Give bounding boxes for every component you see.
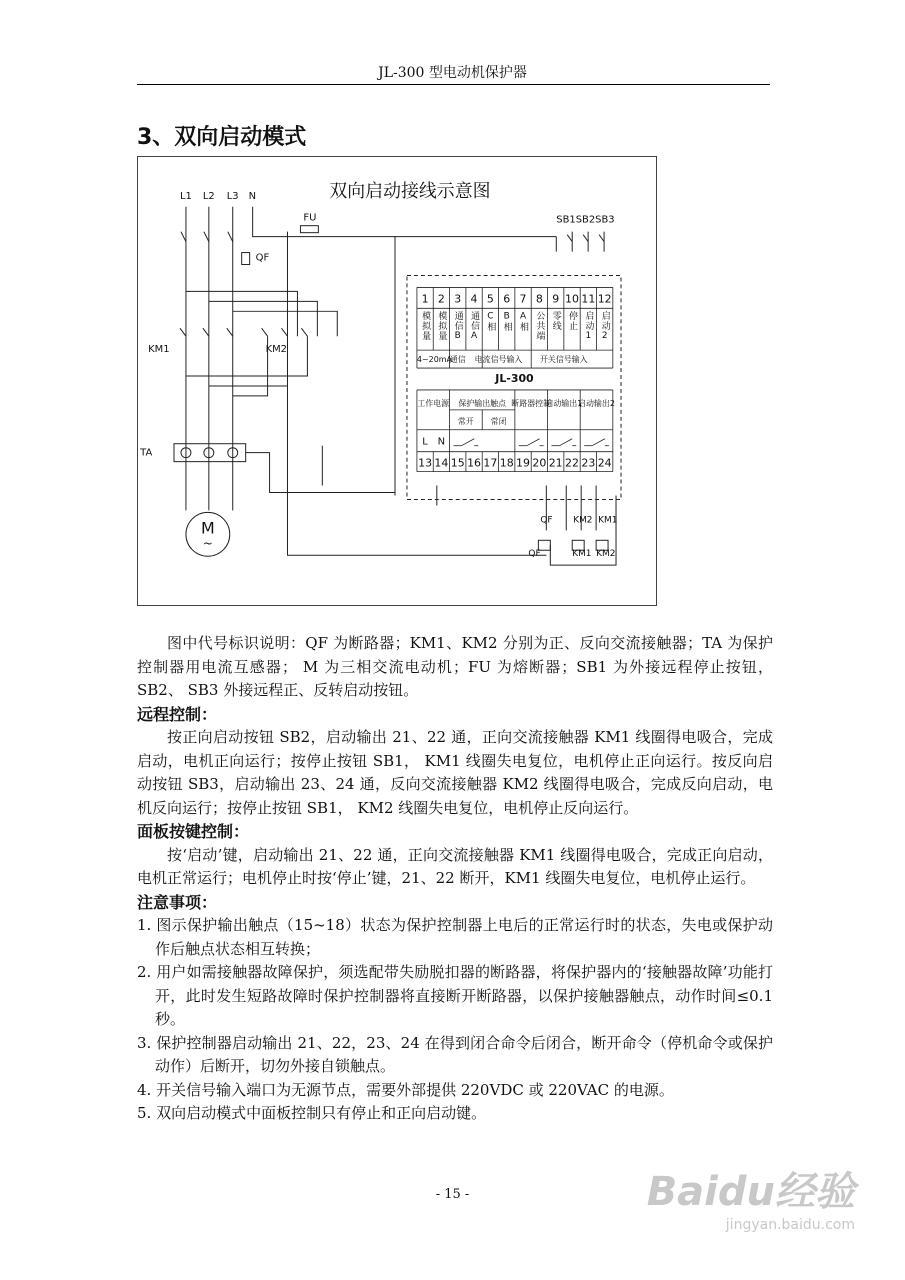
qf-label: QF <box>255 252 270 264</box>
running-header: JL-300 型电动机保护器 <box>378 65 527 81</box>
terminal-label: B相 <box>501 311 512 333</box>
terminal-label: 公共端 <box>534 311 545 342</box>
terminal-number: 23 <box>581 456 596 470</box>
sb-label: SB1SB2SB3 <box>556 214 615 226</box>
output-sub-label: 常闭 <box>490 416 507 426</box>
terminal-number: 7 <box>519 292 527 306</box>
terminal-group-label: 4~20mA <box>416 355 452 365</box>
terminal-number: 5 <box>486 292 494 306</box>
header-rule <box>137 84 770 85</box>
terminal-group-label: 通信 <box>449 355 466 365</box>
terminal-label: 通信A <box>469 311 480 343</box>
terminal-label: 通信B <box>452 311 463 343</box>
note-item: 3. 保护控制器启动输出 21、22，23、24 在得到闭合命令后闭合，断开命令（停机命令或保护动作）后断开，切勿外接自锁触点。 <box>137 1033 773 1075</box>
phase-label: L2 <box>202 190 215 202</box>
power-l-label: L <box>422 436 428 448</box>
terminal-number: 13 <box>418 456 433 470</box>
terminal-number: 19 <box>516 456 530 470</box>
diagram-title: 双向启动接线示意图 <box>329 180 491 202</box>
terminal-label: 停止 <box>567 311 578 332</box>
terminal-number: 22 <box>565 456 579 470</box>
terminal-label: A相 <box>518 311 529 333</box>
terminal-number: 20 <box>532 456 547 470</box>
document-body <box>137 632 773 1126</box>
output-group-label: 启动输出2 <box>578 398 615 408</box>
km2-label: KM2 <box>265 344 288 356</box>
terminal-number: 21 <box>548 456 563 470</box>
ta-label: TA <box>140 447 153 459</box>
terminal-label: C相 <box>485 311 496 333</box>
coil-label: KM2 <box>573 515 593 526</box>
fu-label: FU <box>303 212 317 224</box>
remote-control-heading: 远程控制： <box>137 704 218 724</box>
coil-label: QF <box>528 549 541 560</box>
watermark-brand: Baidu经验 <box>646 1169 855 1215</box>
output-group-label: 断路器控制 <box>511 398 552 408</box>
output-sub-label: 常开 <box>457 416 474 426</box>
terminal-label: 启动2 <box>599 311 610 343</box>
terminal-number: 16 <box>467 456 482 470</box>
power-n-label: N <box>437 436 446 448</box>
terminal-number: 17 <box>483 456 498 470</box>
coil-label: KM2 <box>596 549 616 560</box>
phase-label: L1 <box>179 190 192 202</box>
note-item: 4. 开关信号输入端口为无源节点，需要外部提供 220VDC 或 220VAC 的电源。 <box>137 1080 674 1099</box>
terminal-number: 24 <box>597 456 612 470</box>
phase-label: L3 <box>226 190 239 202</box>
phase-label: N <box>248 190 257 202</box>
coil-label: KM1 <box>598 515 618 526</box>
terminal-number: 10 <box>565 292 579 306</box>
terminal-number: 18 <box>499 456 514 470</box>
coil-label: KM1 <box>572 549 592 560</box>
motor-ac-symbol: ~ <box>202 536 213 551</box>
baidu-watermark <box>647 1160 855 1233</box>
terminal-group-label: 电流信号输入 <box>474 355 523 365</box>
table-line <box>559 439 572 446</box>
terminal-label: 模拟量 <box>420 311 431 342</box>
note-item: 1. 图示保护输出触点（15~18）状态为保护控制器上电后的正常运行时的状态，失电或保护动作后触点状态相互转换； <box>137 916 773 958</box>
note-item: 2. 用户如需接触器故障保护，须选配带失励脱扣器的断路器，将保护器内的‘接触器故障’功能打开，此时发生短路故障时保护控制器将直接断开断路器，以保护接触器触点，动作时间≤0.1 秒。 <box>137 963 773 1028</box>
terminal-number: 14 <box>434 456 449 470</box>
output-group-label: 保护输出触点 <box>458 398 507 408</box>
terminal-number: 4 <box>470 292 478 306</box>
terminal-number: 9 <box>552 292 560 306</box>
terminal-label: 零线 <box>550 311 561 332</box>
wiring-diagram <box>137 156 657 606</box>
terminal-label: 启动1 <box>583 311 594 343</box>
model-label: JL-300 <box>495 371 534 385</box>
coil-label: QF <box>540 515 553 526</box>
terminal-group-label: 开关信号输入 <box>539 355 588 365</box>
terminal-label: 模拟量 <box>436 311 447 342</box>
panel-control-heading: 面板按键控制： <box>137 822 250 841</box>
terminal-number: 6 <box>503 292 511 306</box>
motor-label: M <box>200 518 215 538</box>
remote-control-paragraph: 按正向启动按钮 SB2，启动输出 21、22 通，正向交流接触器 KM1 线圈得电吸合，完成启动，电机正向运行；按停止按钮 SB1， KM1 线圈失电复位，电机停止正向运行。按反向启动按钮 SB3，启动输出 23、24 通，反向交流接触器 KM2 线圈得电吸合，完成反向启动，电机反向运行；按停止按钮 SB1， KM2 线圈失电复位，电机停止反向运行。 <box>137 728 773 817</box>
legend-paragraph: 图中代号标识说明：QF 为断路器；KM1、KM2 分别为正、反向交流接触器；TA 为保护控制器用电流互感器； M 为三相交流电动机；FU 为熔断器；SB1 为外接远程停止按钮，SB2、 SB3 外接远程正、反转启动按钮。 <box>137 634 773 699</box>
panel-control-paragraph: 按‘启动’键，启动输出 21、22 通，正向交流接触器 KM1 线圈得电吸合，完成正向启动，电机正常运行；电机停止时按‘停止’键，21、22 断开，KM1 线圈失电复位，电机停止运行。 <box>137 845 773 887</box>
output-group-label: 启动输出1 <box>545 398 583 408</box>
page-number: - 15 - <box>435 1187 470 1202</box>
terminal-number: 11 <box>581 292 596 306</box>
terminal-number: 8 <box>535 292 543 306</box>
terminal-number: 2 <box>437 292 445 306</box>
watermark-url: jingyan.baidu.com <box>725 1217 855 1233</box>
km1-label: KM1 <box>148 344 170 356</box>
table-line <box>592 439 605 446</box>
section-heading: 3、双向启动模式 <box>137 125 307 150</box>
table-line <box>527 439 540 446</box>
output-group-label: 工作电源 <box>417 398 450 408</box>
notes-heading: 注意事项： <box>137 892 218 912</box>
table-line <box>462 439 475 446</box>
terminal-number: 1 <box>421 292 429 306</box>
terminal-number: 15 <box>450 456 465 470</box>
note-item: 5. 双向启动模式中面板控制只有停止和正向启动键。 <box>137 1104 487 1122</box>
terminal-number: 12 <box>597 292 612 306</box>
terminal-number: 3 <box>454 292 462 306</box>
